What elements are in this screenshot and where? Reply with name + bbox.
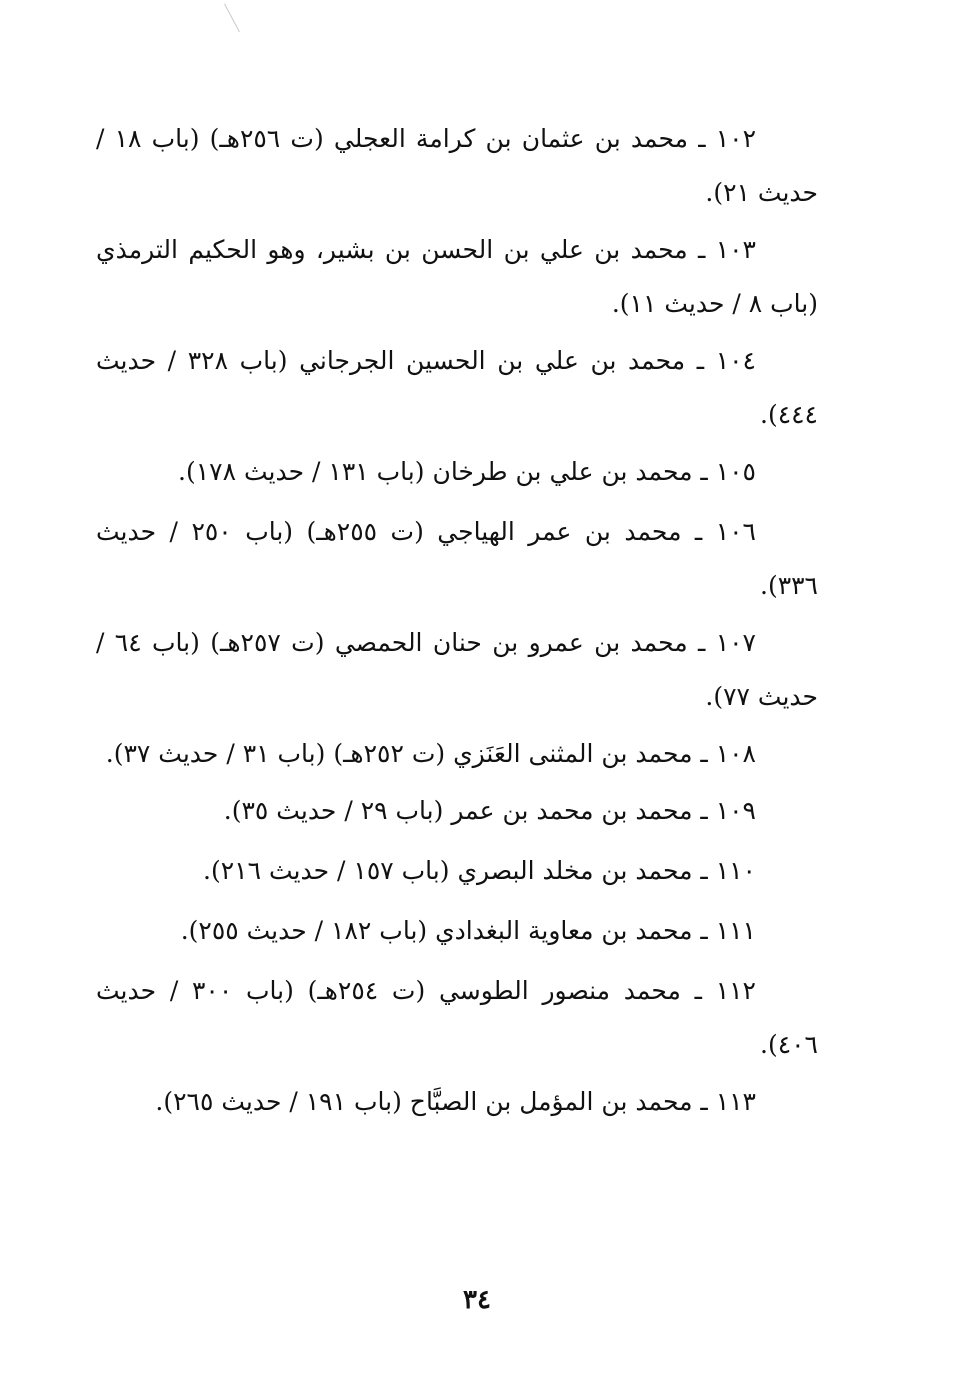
list-item: ١٠٩ ـ محمد بن محمد بن عمر (باب ٢٩ / حديث ٣٥). — [223, 796, 756, 825]
list-item: ١٠٧ ـ محمد بن عمرو بن حنان الحمصي (ت ٢٥٧هـ) (باب ٦٤ / حديث ٧٧). — [96, 628, 818, 711]
list-item: ١١١ ـ محمد بن معاوية البغدادي (باب ١٨٢ / حديث ٢٥٥). — [180, 916, 756, 945]
list-item: ١٠٥ ـ محمد بن علي بن طرخان (باب ١٣١ / حديث ١٧٨). — [178, 457, 756, 486]
narrators-list — [96, 112, 818, 1135]
list-item: ١١٠ ـ محمد بن مخلد البصري (باب ١٥٧ / حديث ٢١٦). — [203, 856, 756, 885]
list-item: ١٠٤ ـ محمد بن علي بن الحسين الجرجاني (باب ٣٢٨ / حديث ٤٤٤). — [96, 346, 818, 429]
list-item: ١١٣ ـ محمد بن المؤمل بن الصبَّاح (باب ١٩١ / حديث ٢٦٥). — [155, 1087, 756, 1116]
scan-mark — [224, 4, 240, 33]
list-item: ١٠٨ ـ محمد بن المثنى العَنَزي (ت ٢٥٢هـ) (باب ٣١ / حديث ٣٧). — [105, 739, 756, 768]
list-item: ١٠٢ ـ محمد بن عثمان بن كرامة العجلي (ت ٢٥٦هـ) (باب ١٨ / حديث ٢١). — [96, 124, 818, 207]
list-item: ١٠٣ ـ محمد بن علي بن الحسن بن بشير، وهو الحكيم الترمذي (باب ٨ / حديث ١١). — [96, 235, 818, 318]
page-number: ٣٤ — [463, 1285, 491, 1315]
list-item: ١٠٦ ـ محمد بن عمر الهياجي (ت ٢٥٥هـ) (باب ٢٥٠ / حديث ٣٣٦). — [96, 517, 818, 600]
list-item: ١١٢ ـ محمد منصور الطوسي (ت ٢٥٤هـ) (باب ٣٠٠ / حديث ٤٠٦). — [96, 976, 818, 1059]
